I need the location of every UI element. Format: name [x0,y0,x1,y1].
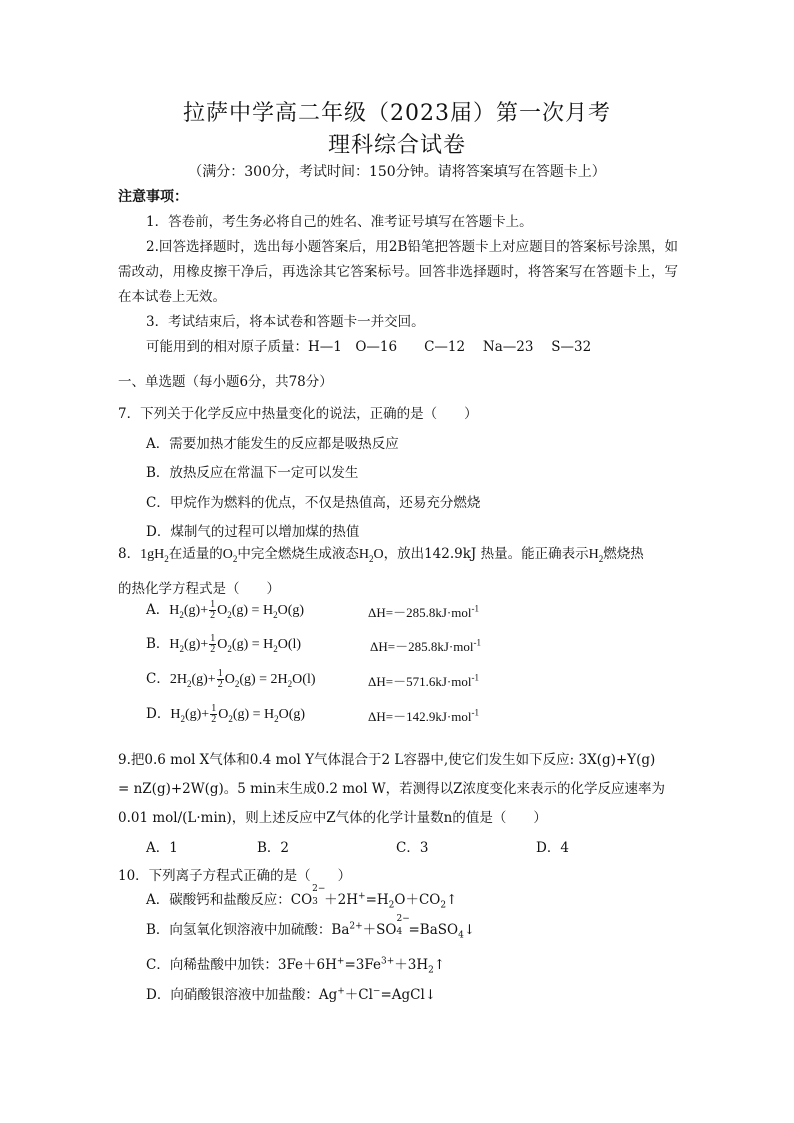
q8-stem-line2: 的热化学方程式是（ ） [118,581,280,597]
fraction-half: $\frac{1}{2}$ [211,703,217,726]
q10-option-c: C．向稀盐酸中加铁：$3Fe+6H^+=3Fe^{3+}+3H_2↑$ [146,956,446,976]
q8-option-c-enthalpy: ΔH=－571.6kJ·mol$^{-1}$ [368,672,479,689]
q9-line-3: 0.01 mol/(L·min)，则上述反应中Z气体的化学计量数n的值是（ ） [118,810,547,826]
q8-text-4: ，放出142.9kJ 热量。能正确表示 [383,546,589,562]
note-item-2: 2.回答选择题时，选出每小题答案后，用2B铅笔把答题卡上对应题目的答案标号涂黑，如需改动，用橡皮擦干净后，再选涂其它答案标号。回答非选择题时，将答案写在答题卡上，写在本试卷上无效。 [118,239,678,305]
q9-option-a: A．1 [146,840,178,856]
note-item-1: 1．答卷前，考生务必将自己的姓名、准考证号填写在答题卡上。 [146,214,533,230]
q9-option-c: C．3 [396,840,429,856]
q9-line-1: 9.把0.6 mol X气体和0.4 mol Y气体混合于2 L容器中,使它们发生如下反应: 3X(g)+Y(g) [118,752,656,768]
q7-option-b: B．放热反应在常温下一定可以发生 [146,465,359,481]
q8-option-b-enthalpy: ΔH=－285.8kJ·mol$^{-1}$ [370,637,481,654]
exam-subtitle-title: 理科综合试卷 [327,133,466,158]
q8-o2: $O_2$ [222,547,238,564]
note-item-3: 3．考试结束后，将本试卷和答题卡一并交回。 [146,314,425,330]
q8-h2o: $H_2O$ [358,547,384,564]
atomic-masses: 可能用到的相对原子质量：H—1 O—16 C—12 Na—23 S—32 [146,339,592,355]
q7-option-a: A．需要加热才能发生的反应都是吸热反应 [146,436,399,452]
q8-option-a-enthalpy: ΔH=－285.8kJ·mol$^{-1}$ [368,603,479,620]
q8-mass: 1g [140,547,155,562]
q8-option-c: C．$2H_2(g)+$ $\frac{1}{2}$ $O_2(g) = 2H_2O(l)$ [146,668,316,691]
q7-stem: 7．下列关于化学反应中热量变化的说法，正确的是（ ） [118,406,478,422]
q8-option-a: A．$H_2(g)+$ $\frac{1}{2}$ $O_2(g) = H_2O(g)$ [146,599,305,622]
q10-option-b: B．向氢氧化钡溶液中加硫酸：$Ba^{2+}+SO$ 2− 4 =BaSO$_4$↓ [146,914,476,941]
q10-option-d: D．向硝酸银溶液中加盐酸：Ag+＋Cl−=AgCl↓ [146,986,437,1003]
exam-info: （满分：300分，考试时间：150分钟。请将答案填写在答题卡上） [188,164,606,180]
q7-option-c: C．甲烷作为燃料的优点，不仅是热值高，还易充分燃烧 [146,495,481,511]
q10-option-a: A．碳酸钙和盐酸反应：CO 2− 3 $+2H^+=H_2O+CO_2↑$ [146,884,458,911]
q8-text-2: 在适量的 [168,546,223,562]
notes-heading: 注意事项： [118,189,188,205]
q8-text-3: 中完全燃烧生成液态 [237,546,359,562]
q9-line-2: = nZ(g)+2W(g)。5 min末生成0.2 mol W，若测得以Z浓度变化来表示的化学反应速率为 [118,781,666,797]
q8-option-d-enthalpy: ΔH=－142.9kJ·mol$^{-1}$ [368,707,479,724]
q8-stem [118,542,644,564]
q8-number: 8． [118,546,141,562]
q8-h2: $H_2$ [154,547,169,564]
fraction-half: $\frac{1}{2}$ [210,599,216,622]
q10-stem: 10．下列离子方程式正确的是（ ） [118,868,352,884]
q7-option-d: D．煤制气的过程可以增加煤的热值 [146,524,360,540]
exam-title: 拉萨中学高二年级（2023届）第一次月考 [183,101,611,126]
q8-option-d: D．$H_2(g)+$ $\frac{1}{2}$ $O_2(g) = H_2O(g)$ [146,703,306,726]
q9-option-b: B．2 [257,840,290,856]
q9-option-d: D．4 [536,840,569,856]
q8-h2-b: $H_2$ [588,547,604,564]
fraction-half: $\frac{1}{2}$ [210,633,216,656]
section-heading: 一、单选题（每小题6分，共78分） [118,374,333,390]
fraction-half: $\frac{1}{2}$ [217,668,223,691]
q8-text-5: 燃烧热 [603,546,644,562]
q8-option-b: B．$H_2(g)+$ $\frac{1}{2}$ $O_2(g) = H_2O(l)$ [146,633,302,656]
